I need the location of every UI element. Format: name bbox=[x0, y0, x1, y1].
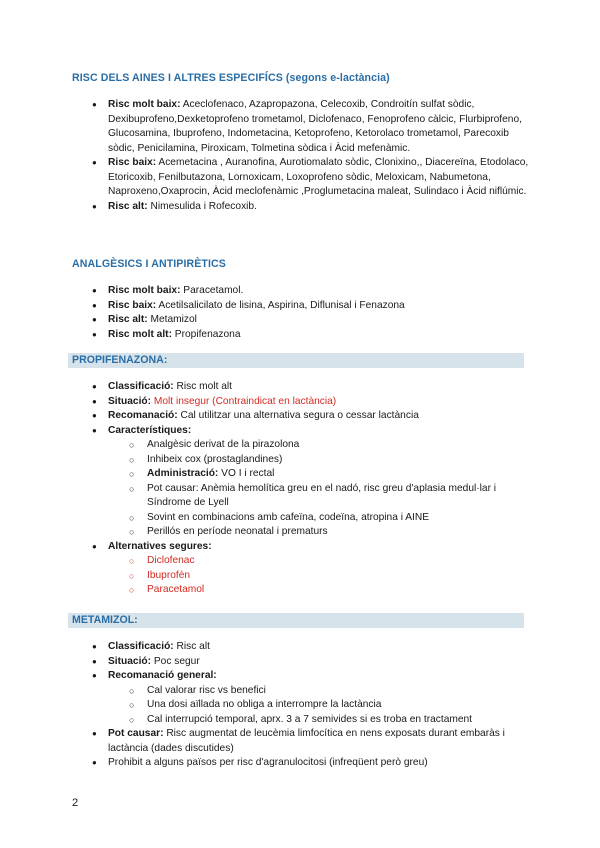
administracio-value: VO I i rectal bbox=[218, 468, 275, 479]
sub-item: ○ Sovint en combinacions amb cafeïna, codeïna, atropina i AINE bbox=[127, 511, 532, 526]
administracio-label: Administració: bbox=[147, 468, 219, 479]
situacio-value: Poc segur bbox=[151, 655, 200, 667]
situacio-label: Situació: bbox=[108, 395, 152, 407]
propifenazona-list bbox=[92, 380, 532, 598]
section-title-analgesics: ANALGÈSICS I ANTIPIRÈTICS bbox=[72, 258, 226, 270]
list-item bbox=[92, 380, 532, 395]
list-item bbox=[92, 313, 532, 328]
risk-text: Propifenazona bbox=[171, 328, 241, 340]
section-title-metamizol: METAMIZOL: bbox=[68, 613, 524, 628]
caracteristiques-label: Característiques: bbox=[108, 424, 192, 436]
situacio-label: Situació: bbox=[108, 655, 152, 667]
list-item bbox=[92, 156, 532, 200]
list-item bbox=[92, 669, 532, 727]
list-item bbox=[92, 727, 532, 756]
risk-label: Risc molt alt: bbox=[108, 328, 172, 340]
list-item bbox=[92, 395, 532, 410]
risk-text: Acetilsalicilato de lisina, Aspirina, Diflunisal i Fenazona bbox=[156, 299, 405, 311]
analgesics-risk-list bbox=[92, 284, 532, 342]
alternative-item: ○ Ibuprofèn bbox=[127, 569, 532, 584]
risk-text: Nimesulida i Rofecoxib. bbox=[147, 200, 257, 212]
risk-label: Risc molt baix: bbox=[108, 99, 181, 110]
causar-value: Risc augmentat de leucèmia limfocítica en nens exposats durant embaràs i lactància (dades discutides) bbox=[108, 728, 505, 754]
recomanacio-value: Cal utilitzar una alternativa segura o cessar lactància bbox=[177, 410, 419, 421]
risk-text: Aceclofenaco, Azapropazona, Celecoxib, Condroitín sulfat sòdic, Dexibuprofeno,Dexketoprofeno trometamol, Diclofenaco, Fenoprofeno càlcic, Flurbiprofeno, Glucosamina, Ibuprofeno, Indometacina, Ketoprofeno, Ketorolaco trometamol, Parecoxib sòdic, Penicilamina, Piroxicam, Tolmetina sòdica i Àcid mefenàmic. bbox=[108, 99, 522, 154]
sub-item: ○ Pot causar: Anèmia hemolítica greu en el nadó, risc greu d'aplasia medul·lar i Síndrome de Lyell bbox=[127, 482, 532, 511]
risk-text: Acemetacina , Auranofina, Aurotiomalato sòdic, Clonixino,, Diacereïna, Etodolaco, Etoricoxib, Fenilbutazona, Lornoxicam, Loxoprofeno sòdic, Meloxicam, Nabumetona, Naproxeno,Oxaprocin, Àcid meclofenàmic ,Proglumetacina maleat, Sulindaco i Àcid niflúmic. bbox=[108, 157, 529, 197]
section-title-propifenazona: PROPIFENAZONA: bbox=[68, 353, 524, 368]
sub-item: ○ Inhibeix cox (prostaglandines) bbox=[127, 453, 532, 468]
risk-text: Paracetamol. bbox=[180, 285, 244, 296]
list-item bbox=[92, 640, 532, 655]
sub-item: ○ Una dosi aïllada no obliga a interrompre la lactància bbox=[127, 698, 532, 713]
risk-text: Metamizol bbox=[147, 314, 197, 325]
causar-label: Pot causar: bbox=[108, 728, 164, 739]
list-item bbox=[92, 540, 532, 598]
page-number: 2 bbox=[72, 797, 79, 809]
list-item bbox=[92, 299, 532, 314]
classificacio-value: Risc molt alt bbox=[173, 381, 232, 392]
list-item bbox=[92, 328, 532, 343]
risk-label: Risc baix: bbox=[108, 157, 157, 168]
recomanacio-sublist bbox=[108, 684, 532, 728]
caracteristiques-sublist bbox=[108, 438, 532, 540]
list-item: ● Prohibit a alguns països per risc d'agranulocitosi (infreqüent però greu) bbox=[92, 756, 532, 771]
alternatives-label: Alternatives segures: bbox=[108, 540, 212, 552]
risk-label: Risc molt baix: bbox=[108, 285, 181, 296]
classificacio-label: Classificació: bbox=[108, 641, 174, 652]
situacio-value: Molt insegur (Contraindicat en lactància) bbox=[151, 395, 337, 407]
list-item bbox=[92, 424, 532, 540]
section-title-aines: RISC DELS AINES I ALTRES ESPECIFÍCS (segons e-lactància) bbox=[72, 72, 390, 84]
sub-item: ○ Perillós en període neonatal i prematurs bbox=[127, 525, 532, 540]
list-item bbox=[92, 284, 532, 299]
risk-label: Risc baix: bbox=[108, 299, 157, 311]
sub-item: ○ Cal interrupció temporal, aprx. 3 a 7 semivides si es troba en tractament bbox=[127, 713, 532, 728]
recomanacio-label: Recomanació: bbox=[108, 410, 178, 421]
sub-item: ○ Analgèsic derivat de la pirazolona bbox=[127, 438, 532, 453]
sub-item: ○ Cal valorar risc vs benefici bbox=[127, 684, 532, 699]
alternatives-sublist bbox=[108, 554, 532, 598]
risk-label: Risc alt: bbox=[108, 314, 148, 325]
classificacio-label: Classificació: bbox=[108, 381, 174, 392]
list-item bbox=[92, 409, 532, 424]
list-item bbox=[92, 200, 532, 215]
alternative-item: ○ Diclofenac bbox=[127, 554, 532, 569]
alternative-item: ○ Paracetamol bbox=[127, 583, 532, 598]
classificacio-value: Risc alt bbox=[173, 641, 210, 652]
risk-label: Risc alt: bbox=[108, 200, 148, 212]
list-item bbox=[92, 655, 532, 670]
aines-risk-list bbox=[92, 98, 532, 214]
list-item bbox=[92, 98, 532, 156]
sub-item bbox=[127, 467, 532, 482]
metamizol-list bbox=[92, 640, 532, 771]
recomanacio-label: Recomanació general: bbox=[108, 670, 217, 681]
